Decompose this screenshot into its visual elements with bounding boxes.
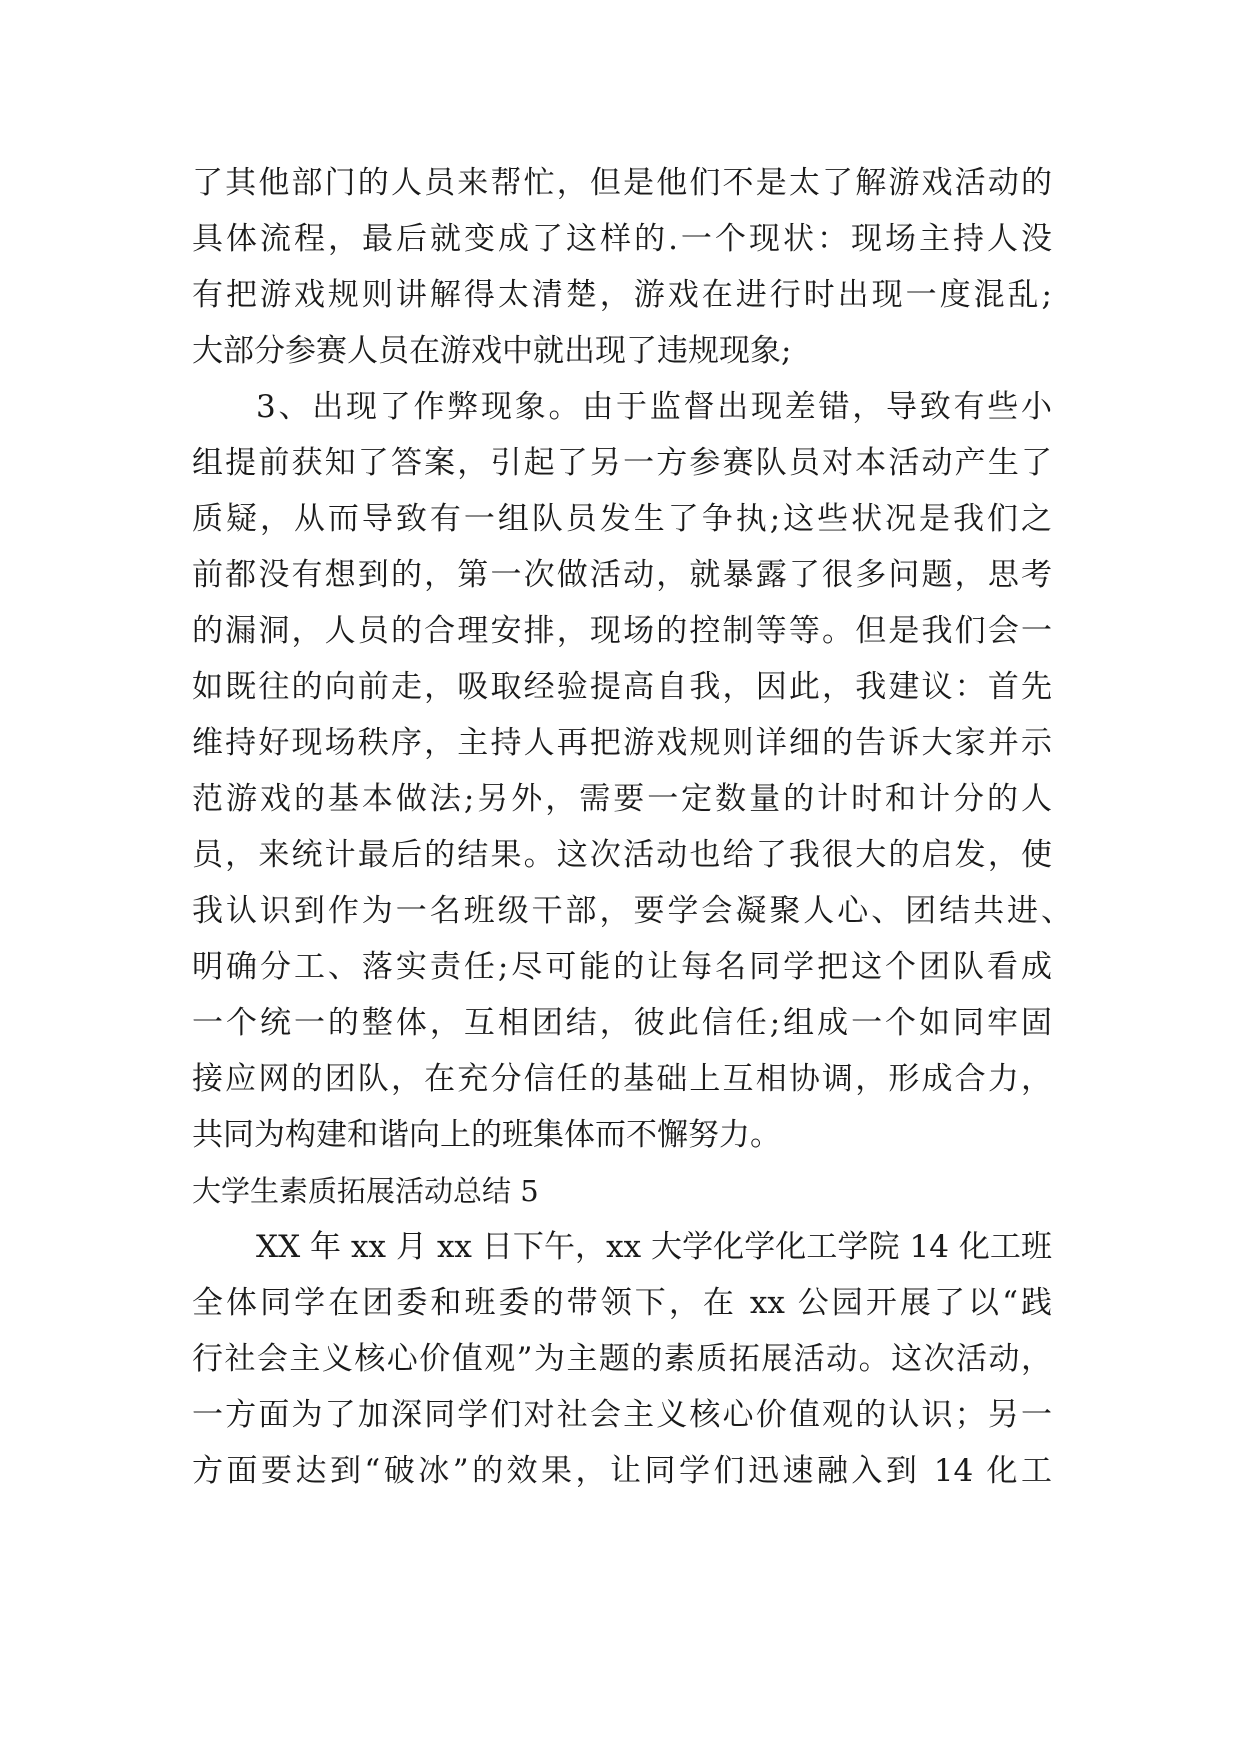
text-line: 行社会主义核心价值观”为主题的素质拓展活动。这次活动， xyxy=(192,1341,1052,1377)
text-line: 的漏洞，人员的合理安排，现场的控制等等。但是我们会一 xyxy=(192,613,1052,649)
text-line: 质疑，从而导致有一组队员发生了争执;这些状况是我们之 xyxy=(192,501,1052,537)
text-line: 了其他部门的人员来帮忙，但是他们不是太了解游戏活动的 xyxy=(192,165,1052,201)
text-line: 共同为构建和谐向上的班集体而不懈努力。 xyxy=(192,1117,781,1153)
text-line: 前都没有想到的，第一次做活动，就暴露了很多问题，思考 xyxy=(192,557,1052,593)
text-line: XX 年 xx 月 xx 日下午，xx 大学化学化工学院 14 化工班 xyxy=(256,1229,1052,1265)
text-line: 接应网的团队，在充分信任的基础上互相协调，形成合力， xyxy=(192,1061,1052,1097)
text-line: 如既往的向前走，吸取经验提高自我，因此，我建议：首先 xyxy=(192,669,1052,705)
text-line: 有把游戏规则讲解得太清楚，游戏在进行时出现一度混乱; xyxy=(192,277,1052,313)
section-heading: 大学生素质拓展活动总结 5 xyxy=(192,1174,539,1208)
text-line: 3、出现了作弊现象。由于监督出现差错，导致有些小 xyxy=(256,389,1052,425)
text-line: 组提前获知了答案，引起了另一方参赛队员对本活动产生了 xyxy=(192,445,1052,481)
text-line: 范游戏的基本做法;另外，需要一定数量的计时和计分的人 xyxy=(192,781,1052,817)
text-line: 具体流程，最后就变成了这样的.一个现状：现场主持人没 xyxy=(192,221,1052,257)
text-line: 员，来统计最后的结果。这次活动也给了我很大的启发，使 xyxy=(192,837,1052,873)
text-line: 一方面为了加深同学们对社会主义核心价值观的认识；另一 xyxy=(192,1397,1052,1433)
text-line: 方面要达到“破冰”的效果，让同学们迅速融入到 14 化工 xyxy=(192,1453,1052,1489)
text-line: 大部分参赛人员在游戏中就出现了违规现象; xyxy=(192,333,792,369)
text-line: 一个统一的整体，互相团结，彼此信任;组成一个如同牢固 xyxy=(192,1005,1052,1041)
text-line: 维持好现场秩序，主持人再把游戏规则详细的告诉大家并示 xyxy=(192,725,1052,761)
text-line: 我认识到作为一名班级干部，要学会凝聚人心、团结共进、 xyxy=(192,893,1072,929)
text-line: 全体同学在团委和班委的带领下，在 xx 公园开展了以“践 xyxy=(192,1285,1052,1321)
text-line: 明确分工、落实责任;尽可能的让每名同学把这个团队看成 xyxy=(192,949,1052,985)
